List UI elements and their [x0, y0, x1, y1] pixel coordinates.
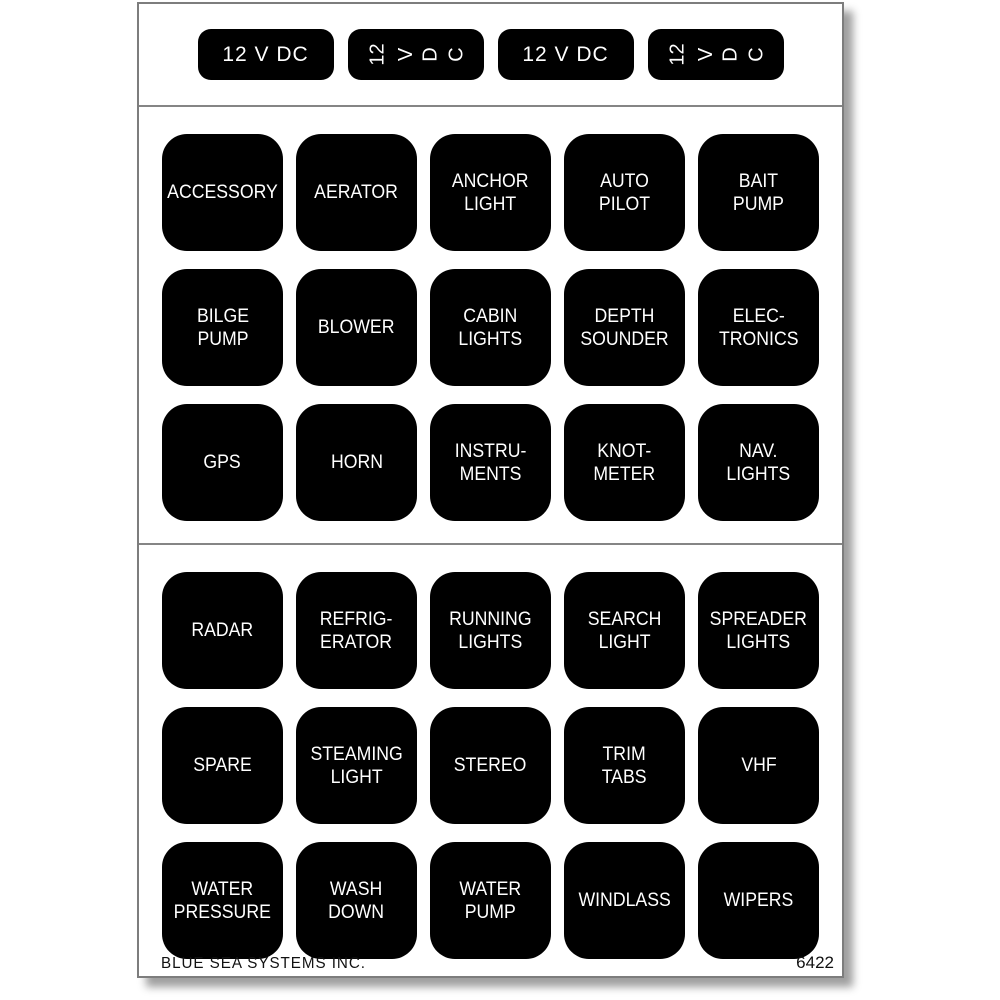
switch-label-text: RUNNING LIGHTS — [449, 608, 532, 653]
switch-label-search-light — [564, 572, 685, 689]
upper-switch-grid — [139, 107, 842, 545]
switch-label-wipers — [698, 842, 819, 959]
switch-label-text: ELEC- TRONICS — [718, 305, 799, 350]
switch-label-elec-tronics — [698, 269, 819, 386]
switch-label-accessory — [162, 134, 283, 251]
switch-label-spare — [162, 707, 283, 824]
rotated-char: D — [420, 47, 443, 62]
switch-label-instru-ments — [430, 404, 551, 521]
rotated-char: V — [395, 47, 418, 62]
rotated-char: C — [745, 47, 768, 62]
sheet-footer — [161, 953, 834, 973]
switch-label-text: TRIM TABS — [602, 743, 647, 788]
dc-voltage-label-vertical — [348, 29, 484, 80]
rotated-char: V — [695, 47, 718, 62]
switch-label-text: WINDLASS — [578, 890, 671, 911]
switch-label-refrig-erator — [296, 572, 417, 689]
switch-label-blower — [296, 269, 417, 386]
switch-label-water-pressure — [162, 842, 283, 959]
rotated-char: C — [445, 47, 468, 62]
switch-label-text: SPARE — [193, 755, 252, 776]
switch-label-stereo — [430, 707, 551, 824]
switch-label-text: BLOWER — [318, 317, 395, 338]
switch-label-spreader-lights — [698, 572, 819, 689]
switch-label-text: SEARCH LIGHT — [587, 608, 662, 653]
switch-label-horn — [296, 404, 417, 521]
switch-label-text: RADAR — [191, 620, 254, 641]
switch-label-gps — [162, 404, 283, 521]
switch-label-text: AERATOR — [314, 182, 399, 203]
switch-label-text: BAIT PUMP — [732, 170, 785, 215]
switch-label-text: STEAMING LIGHT — [310, 743, 403, 788]
switch-label-text: NAV. LIGHTS — [726, 440, 791, 485]
switch-label-trim-tabs — [564, 707, 685, 824]
label-sheet — [137, 2, 844, 978]
lower-switch-grid — [139, 545, 842, 978]
dc-voltage-text: 12 V DC — [522, 42, 609, 66]
switch-label-cabin-lights — [430, 269, 551, 386]
switch-label-text: WASH DOWN — [328, 878, 385, 923]
switch-label-windlass — [564, 842, 685, 959]
switch-label-text: DEPTH SOUNDER — [580, 305, 669, 350]
switch-label-bait-pump — [698, 134, 819, 251]
rotated-char: 12 — [366, 43, 389, 66]
switch-label-text: WATER PRESSURE — [173, 878, 272, 923]
switch-label-text: SPREADER LIGHTS — [709, 608, 808, 653]
rotated-char: 12 — [666, 43, 689, 66]
switch-label-steaming-light — [296, 707, 417, 824]
switch-label-running-lights — [430, 572, 551, 689]
dc-voltage-text: 12 V DC — [222, 42, 309, 66]
switch-label-text: WIPERS — [723, 890, 794, 911]
switch-label-text: HORN — [330, 452, 383, 473]
switch-label-water-pump — [430, 842, 551, 959]
dc-voltage-label-horizontal — [498, 29, 634, 80]
switch-label-text: ANCHOR LIGHT — [452, 170, 529, 215]
dc-voltage-label-horizontal — [198, 29, 334, 80]
part-number: 6422 — [796, 953, 834, 972]
switch-label-text: AUTO PILOT — [598, 170, 651, 215]
rotated-char: D — [720, 47, 743, 62]
dc-voltage-label-vertical — [648, 29, 784, 80]
switch-label-text: REFRIG- ERATOR — [320, 608, 393, 653]
switch-label-auto-pilot — [564, 134, 685, 251]
switch-label-bilge-pump — [162, 269, 283, 386]
switch-label-text: ACCESSORY — [167, 182, 278, 203]
switch-label-text: GPS — [203, 452, 242, 473]
switch-label-text: BILGE PUMP — [196, 305, 249, 350]
switch-label-radar — [162, 572, 283, 689]
switch-label-knot-meter — [564, 404, 685, 521]
switch-label-anchor-light — [430, 134, 551, 251]
switch-label-depth-sounder — [564, 269, 685, 386]
switch-label-vhf — [698, 707, 819, 824]
switch-label-nav-lights — [698, 404, 819, 521]
brand-text: BLUE SEA SYSTEMS INC. — [161, 955, 366, 972]
switch-label-text: STEREO — [454, 755, 527, 776]
top-strip — [139, 4, 842, 107]
switch-label-aerator — [296, 134, 417, 251]
switch-label-text: INSTRU- MENTS — [454, 440, 527, 485]
switch-label-wash-down — [296, 842, 417, 959]
switch-label-text: WATER PUMP — [459, 878, 522, 923]
switch-label-text: CABIN LIGHTS — [458, 305, 523, 350]
switch-label-text: VHF — [740, 755, 777, 776]
switch-label-text: KNOT- METER — [593, 440, 656, 485]
